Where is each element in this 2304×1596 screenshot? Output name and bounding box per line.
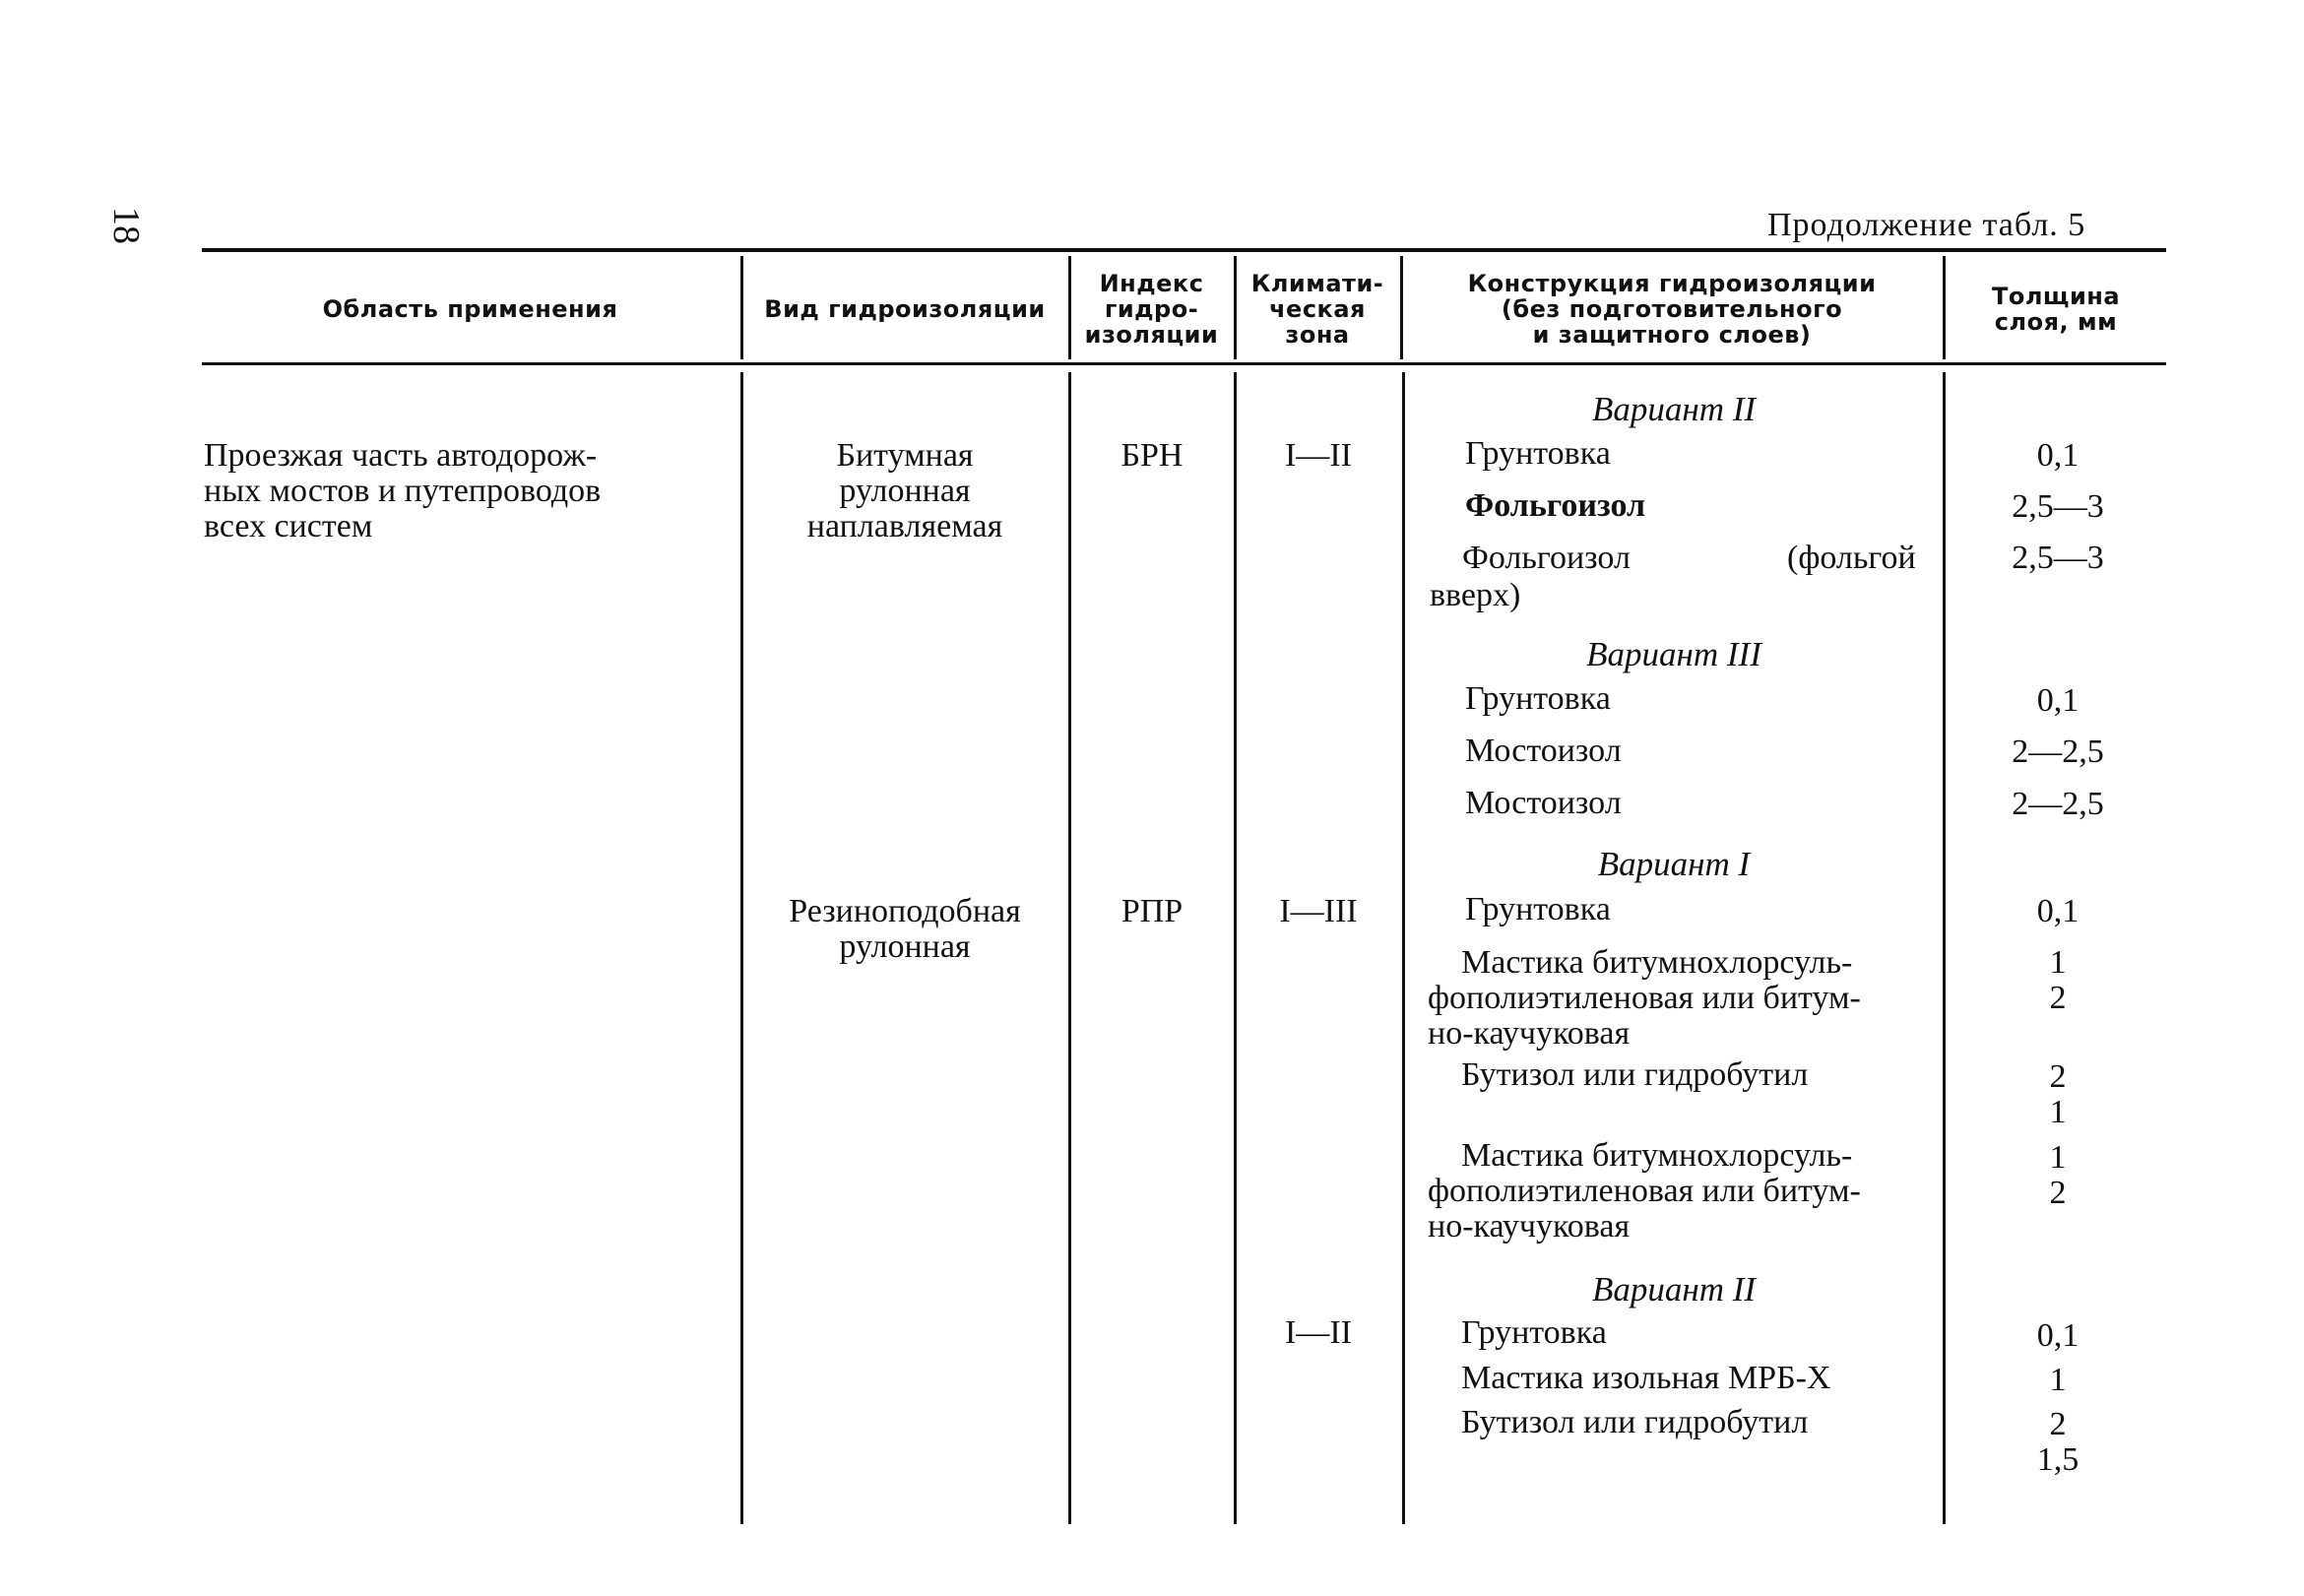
thickness-value: 2: [2049, 1406, 2067, 1442]
thickness-value: 0,1: [2036, 1317, 2080, 1354]
climatic-zone: I—III: [1279, 893, 1358, 929]
thickness-value: 1: [2049, 1362, 2067, 1398]
thickness-value: 2—2,5: [2012, 786, 2104, 822]
thickness-value: 2: [2049, 1175, 2067, 1211]
layer-item: Мостоизол: [1465, 733, 1622, 769]
column-divider: [1402, 372, 1405, 1524]
thickness-value: 2,5—3: [2012, 540, 2104, 576]
waterproofing-index: РПР: [1120, 893, 1184, 929]
layer-item: Бутизол или гидробутил: [1461, 1056, 1809, 1093]
layer-item: Грунтовка: [1465, 680, 1611, 717]
thickness-value: 1: [2049, 1094, 2067, 1130]
table-caption: Продолжение табл. 5: [1767, 207, 2086, 243]
climatic-zone: I—II: [1285, 1314, 1352, 1351]
variant-heading: Вариант I: [1597, 845, 1751, 883]
layer-item: Мастика изольная МРБ-Х: [1461, 1360, 1831, 1396]
header-type: Вид гидроизоляции: [764, 295, 1046, 323]
thickness-value: 2: [2049, 1058, 2067, 1095]
variant-heading: Вариант II: [1591, 390, 1757, 428]
layer-item: Грунтовка: [1465, 891, 1611, 927]
layer-item: Грунтовка: [1461, 1314, 1607, 1351]
layer-item: Фольгоизол: [1465, 487, 1646, 524]
waterproofing-index: БРН: [1120, 437, 1184, 474]
header-index: Индекс гидро- изоляции: [1084, 270, 1219, 349]
waterproofing-type: Битумная рулонная наплавляемая: [806, 437, 1003, 544]
thickness-value: 2: [2049, 980, 2067, 1016]
page-number: 18: [105, 207, 147, 244]
column-divider: [1234, 372, 1237, 1524]
layer-item-note: вверх): [1430, 577, 1521, 613]
climatic-zone: I—II: [1285, 437, 1352, 474]
variant-heading: Вариант III: [1586, 635, 1761, 673]
waterproofing-type: Резиноподобная рулонная: [789, 893, 1021, 965]
column-divider: [1068, 372, 1071, 1524]
header-bottom-rule: [202, 362, 2166, 365]
column-divider: [740, 372, 743, 1524]
thickness-value: 1: [2049, 944, 2067, 981]
thickness-value: 0,1: [2036, 437, 2080, 474]
variant-heading: Вариант II: [1591, 1270, 1757, 1309]
header-area: Область применения: [322, 295, 618, 323]
area-of-application: Проезжая часть автодорож- ных мостов и путепроводов всех систем: [204, 437, 602, 544]
header-zone: Климати- ческая зона: [1250, 270, 1384, 349]
header-construction: Конструкция гидроизоляции (без подготовительного и защитного слоев): [1467, 270, 1877, 349]
layer-item: Мастика битумнохлорсуль- фополиэтиленовая или битум- но-каучуковая: [1428, 944, 1861, 1052]
thickness-value: 1,5: [2036, 1441, 2080, 1478]
thickness-value: 2,5—3: [2012, 488, 2104, 525]
layer-item: Грунтовка: [1465, 435, 1611, 472]
layer-item: Мастика битумнохлорсуль- фополиэтиленовая или битум- но-каучуковая: [1428, 1137, 1861, 1245]
column-divider: [1943, 372, 1946, 1524]
header-thickness: Толщина слоя, мм: [1991, 283, 2121, 336]
thickness-value: 0,1: [2036, 682, 2080, 719]
layer-item: Мостоизол: [1465, 785, 1622, 821]
thickness-value: 2—2,5: [2012, 734, 2104, 770]
thickness-value: 1: [2049, 1139, 2067, 1176]
thickness-value: 0,1: [2036, 893, 2080, 929]
layer-item: Бутизол или гидробутил: [1461, 1404, 1809, 1440]
layer-item: Фольгоизол: [1462, 540, 1631, 576]
layer-item-note: (фольгой: [1787, 540, 1916, 576]
table-top-rule: [202, 248, 2166, 252]
